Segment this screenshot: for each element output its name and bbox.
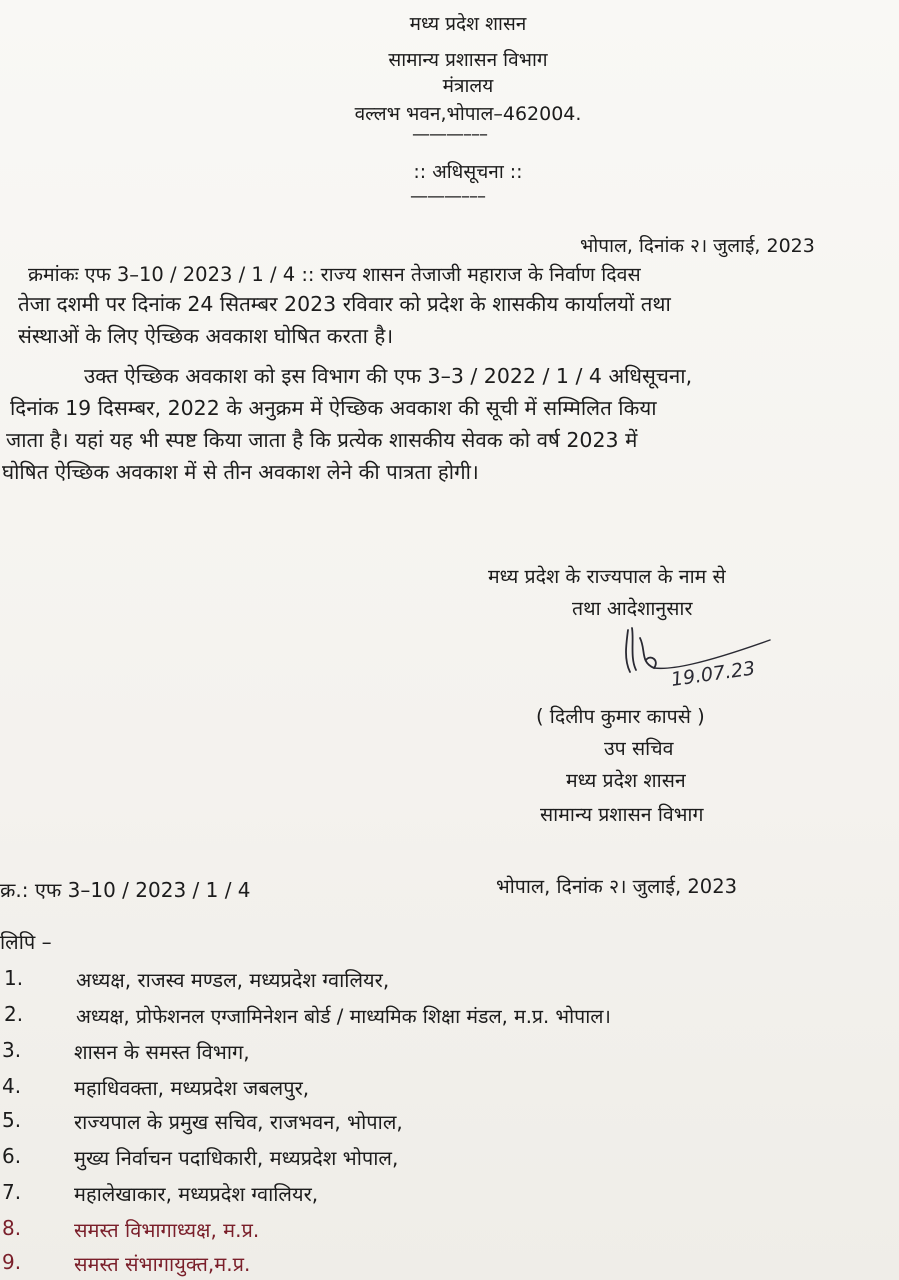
handwritten-date: 19.07.23 — [669, 657, 757, 691]
signatory-name: ( दिलीप कुमार कापसे ) — [536, 705, 705, 728]
header-ministry: मंत्रालय — [442, 75, 494, 97]
handwritten-signature — [610, 610, 800, 700]
list-item: 9. समस्त संभागायुक्त,म.प्र. — [2, 1250, 251, 1276]
notice-para1-line3: संस्थाओं के लिए ऐच्छिक अवकाश घोषित करता है। — [18, 324, 394, 348]
notice-para2-line3: जाता है। यहां यह भी स्पष्ट किया जाता है कि प्रत्येक शासकीय सेवक को वर्ष 2023 में — [6, 428, 638, 452]
list-item: 2. अध्यक्ष, प्रोफेशनल एग्जामिनेशन बोर्ड / माध्यमिक शिक्षा मंडल, म.प्र. भोपाल। — [4, 1002, 611, 1028]
signatory-designation: उप सचिव — [604, 737, 674, 760]
list-item: 1. अध्यक्ष, राजस्व मण्डल, मध्यप्रदेश ग्वालियर, — [4, 966, 390, 992]
copy-reference-number: क्र.: एफ 3–10 / 2023 / 1 / 4 — [0, 878, 251, 902]
signatory-department: सामान्य प्रशासन विभाग — [540, 803, 704, 826]
header-government: मध्य प्रदेश शासन — [409, 13, 527, 35]
notice-date: भोपाल, दिनांक २। जुलाई, 2023 — [580, 235, 815, 257]
notice-para2-line2: दिनांक 19 दिसम्बर, 2022 के अनुक्रम में ऐच्छिक अवकाश की सूची में सम्मिलित किया — [10, 396, 657, 420]
list-item: 3. शासन के समस्त विभाग, — [2, 1038, 250, 1064]
copy-label: लिपि – — [0, 930, 52, 954]
notification-rule: ———––– — [410, 186, 485, 207]
list-item: 7. महालेखाकार, मध्यप्रदेश ग्वालियर, — [2, 1180, 319, 1206]
signatory-government: मध्य प्रदेश शासन — [566, 769, 686, 792]
by-order-line2: तथा आदेशानुसार — [572, 597, 693, 620]
list-item: 6. मुख्य निर्वाचन पदाधिकारी, मध्यप्रदेश भोपाल, — [2, 1144, 399, 1170]
notice-para2-line1: उक्त ऐच्छिक अवकाश को इस विभाग की एफ 3–3 / 2022 / 1 / 4 अधिसूचना, — [84, 364, 693, 388]
header-address: वल्लभ भवन,भोपाल–462004. — [354, 103, 582, 125]
notice-para2-line4: घोषित ऐच्छिक अवकाश में से तीन अवकाश लेने की पात्रता होगी। — [2, 460, 479, 484]
notification-title: :: अधिसूचना :: — [413, 161, 523, 183]
header-department: सामान्य प्रशासन विभाग — [388, 49, 548, 71]
list-item: 4. महाधिवक्ता, मध्यप्रदेश जबलपुर, — [2, 1074, 310, 1100]
list-item: 5. राज्यपाल के प्रमुख सचिव, राजभवन, भोपाल, — [2, 1108, 403, 1134]
copy-date: भोपाल, दिनांक २। जुलाई, 2023 — [496, 875, 738, 898]
notice-para1-line2: तेजा दशमी पर दिनांक 24 सितम्बर 2023 रविवार को प्रदेश के शासकीय कार्यालयों तथा — [18, 292, 671, 316]
notice-para1-line1: क्रमांकः एफ 3–10 / 2023 / 1 / 4 :: राज्य शासन तेजाजी महाराज के निर्वाण दिवस — [28, 263, 641, 286]
list-item: 8. समस्त विभागाध्यक्ष, म.प्र. — [2, 1216, 260, 1242]
header-rule: ———––– — [412, 124, 487, 145]
by-order-line1: मध्य प्रदेश के राज्यपाल के नाम से — [488, 565, 726, 588]
